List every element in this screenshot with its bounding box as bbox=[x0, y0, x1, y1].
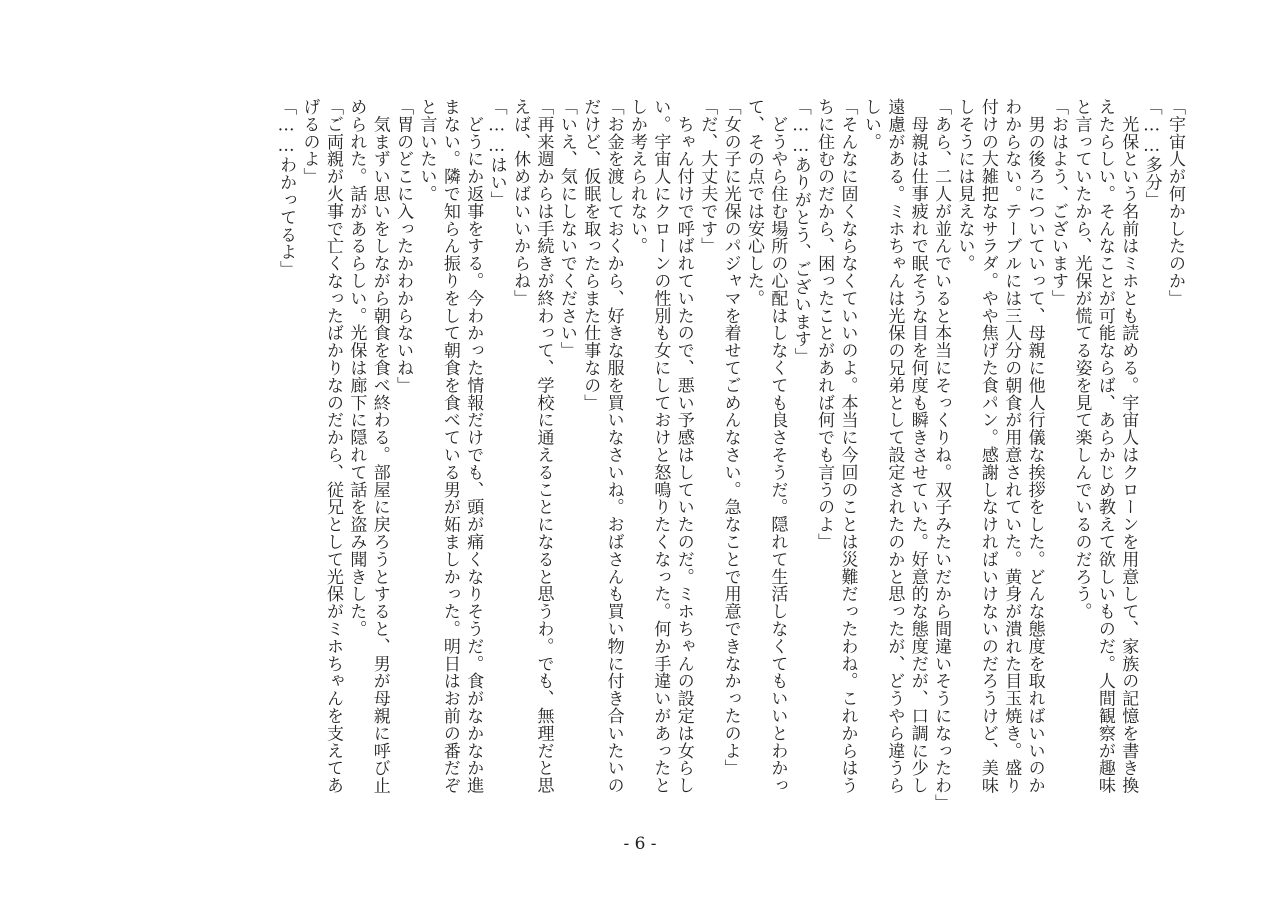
text-line: 男の後ろについていって、母親に他人行儀な挨拶をした。どんな態度を取ればいいのか bbox=[1024, 98, 1045, 794]
text-line: 「女の子に光保のパジャマを着せてごめんなさい。急なことで用意できなかったのよ」 bbox=[720, 98, 741, 777]
text-line: 「だ、大丈夫です」 bbox=[697, 98, 718, 255]
text-line: えば、休めばいいからね」 bbox=[510, 98, 531, 307]
text-line: どうやら住む場所の心配はしなくても良さそうだ。隠れて生活しなくてもいいとわかっ bbox=[767, 98, 788, 794]
text-line: 「そんなに固くならなくていいのよ。本当に今回のことは災難だったわね。これからはう bbox=[837, 98, 858, 794]
text-line: しい。 bbox=[860, 98, 881, 151]
text-line: 「ご両親が火事で亡くなったばかりなのだから、従兄として光保がミホちゃんを支えてあ bbox=[322, 98, 343, 794]
text-line: 気まずい思いをしながら朝食を食べ終わる。部屋に戻ろうとすると、男が母親に呼び止 bbox=[369, 98, 390, 794]
text-line: だけど、仮眠を取ったらまた仕事なの」 bbox=[580, 98, 601, 412]
text-line: と言っていたから、光保が慌てる姿を見て楽しんでいるのだろう。 bbox=[1071, 98, 1092, 620]
text-line: 「あら、二人が並んでいると本当にそっくりね。双子みたいだから間違いそうになったわ」 bbox=[931, 98, 952, 812]
text-line: しそうには見えない。 bbox=[954, 98, 975, 272]
text-line: 光保という名前はミホとも読める。宇宙人はクローンを用意して、家族の記憶を書き換 bbox=[1118, 98, 1139, 794]
text-line: 「胃のどこに入ったかわからないね」 bbox=[393, 98, 414, 394]
text-line: 「いえ、気にしないでください」 bbox=[556, 98, 577, 359]
text-line: えたらしい。そんなことが可能ならば、あらかじめ教えて欲しいものだ。人間観察が趣味 bbox=[1094, 98, 1115, 794]
text-line: 「お金を渡しておくから、好きな服を買いなさいね。おばさんも買い物に付き合いたいの bbox=[603, 98, 624, 794]
text-line: どうにか返事をする。今わかった情報だけでも、頭が痛くなりそうだ。食がなかなか進 bbox=[463, 98, 484, 794]
vertical-text-columns bbox=[274, 98, 1186, 813]
text-line: ちゃん付けで呼ばれていたので、悪い予感はしていたのだ。ミホちゃんの設定は女らし bbox=[673, 98, 694, 794]
manuscript-body bbox=[112, 98, 1186, 813]
text-line: 「……多分」 bbox=[1141, 98, 1162, 209]
text-line: 「……ありがとう、ございます」 bbox=[790, 98, 811, 365]
text-line: と言いたい。 bbox=[416, 98, 437, 203]
text-line: 「おはよう、ございます」 bbox=[1048, 98, 1069, 307]
text-line: 「……はい」 bbox=[486, 98, 507, 209]
page-number: - 6 - bbox=[623, 834, 657, 854]
text-line: められた。話があるらしい。光保は廊下に隠れて話を盗み聞きした。 bbox=[346, 98, 367, 638]
text-line: 「宇宙人が何かしたのか」 bbox=[1165, 98, 1185, 307]
text-line: ちに住むのだから、困ったことがあれば何でも言うのよ」 bbox=[814, 98, 835, 551]
text-line: 「……わかってるよ」 bbox=[276, 98, 297, 278]
text-line: げるのよ」 bbox=[299, 98, 320, 185]
text-line: 「再来週からは手続きが終わって、学校に通えることになると思うわ。でも、無理だと思 bbox=[533, 98, 554, 794]
text-line: しか考えられない。 bbox=[627, 98, 648, 255]
text-line: て、その点では安心した。 bbox=[743, 98, 764, 307]
text-line: 遠慮がある。ミホちゃんは光保の兄弟として設定されたのかと思ったが、どうやら違うら bbox=[884, 98, 905, 794]
text-line: わからない。テーブルには三人分の朝食が用意されていた。黄身が潰れた目玉焼き。盛り bbox=[1001, 98, 1022, 794]
text-line: 付けの大雑把なサラダ。やや焦げた食パン。感謝しなければいけないのだろうけど、美味 bbox=[977, 98, 998, 794]
text-line: まない。隣で知らん振りをして朝食を食べている男が妬ましかった。明日はお前の番だぞ bbox=[439, 98, 460, 794]
text-line: い。宇宙人にクローンの性別も女にしておけと怒鳴りたくなった。何か手違いがあったと bbox=[650, 98, 671, 794]
text-line: 母親は仕事疲れで眠そうな目を何度も瞬きさせていた。好意的な態度だが、口調に少し bbox=[907, 98, 928, 794]
